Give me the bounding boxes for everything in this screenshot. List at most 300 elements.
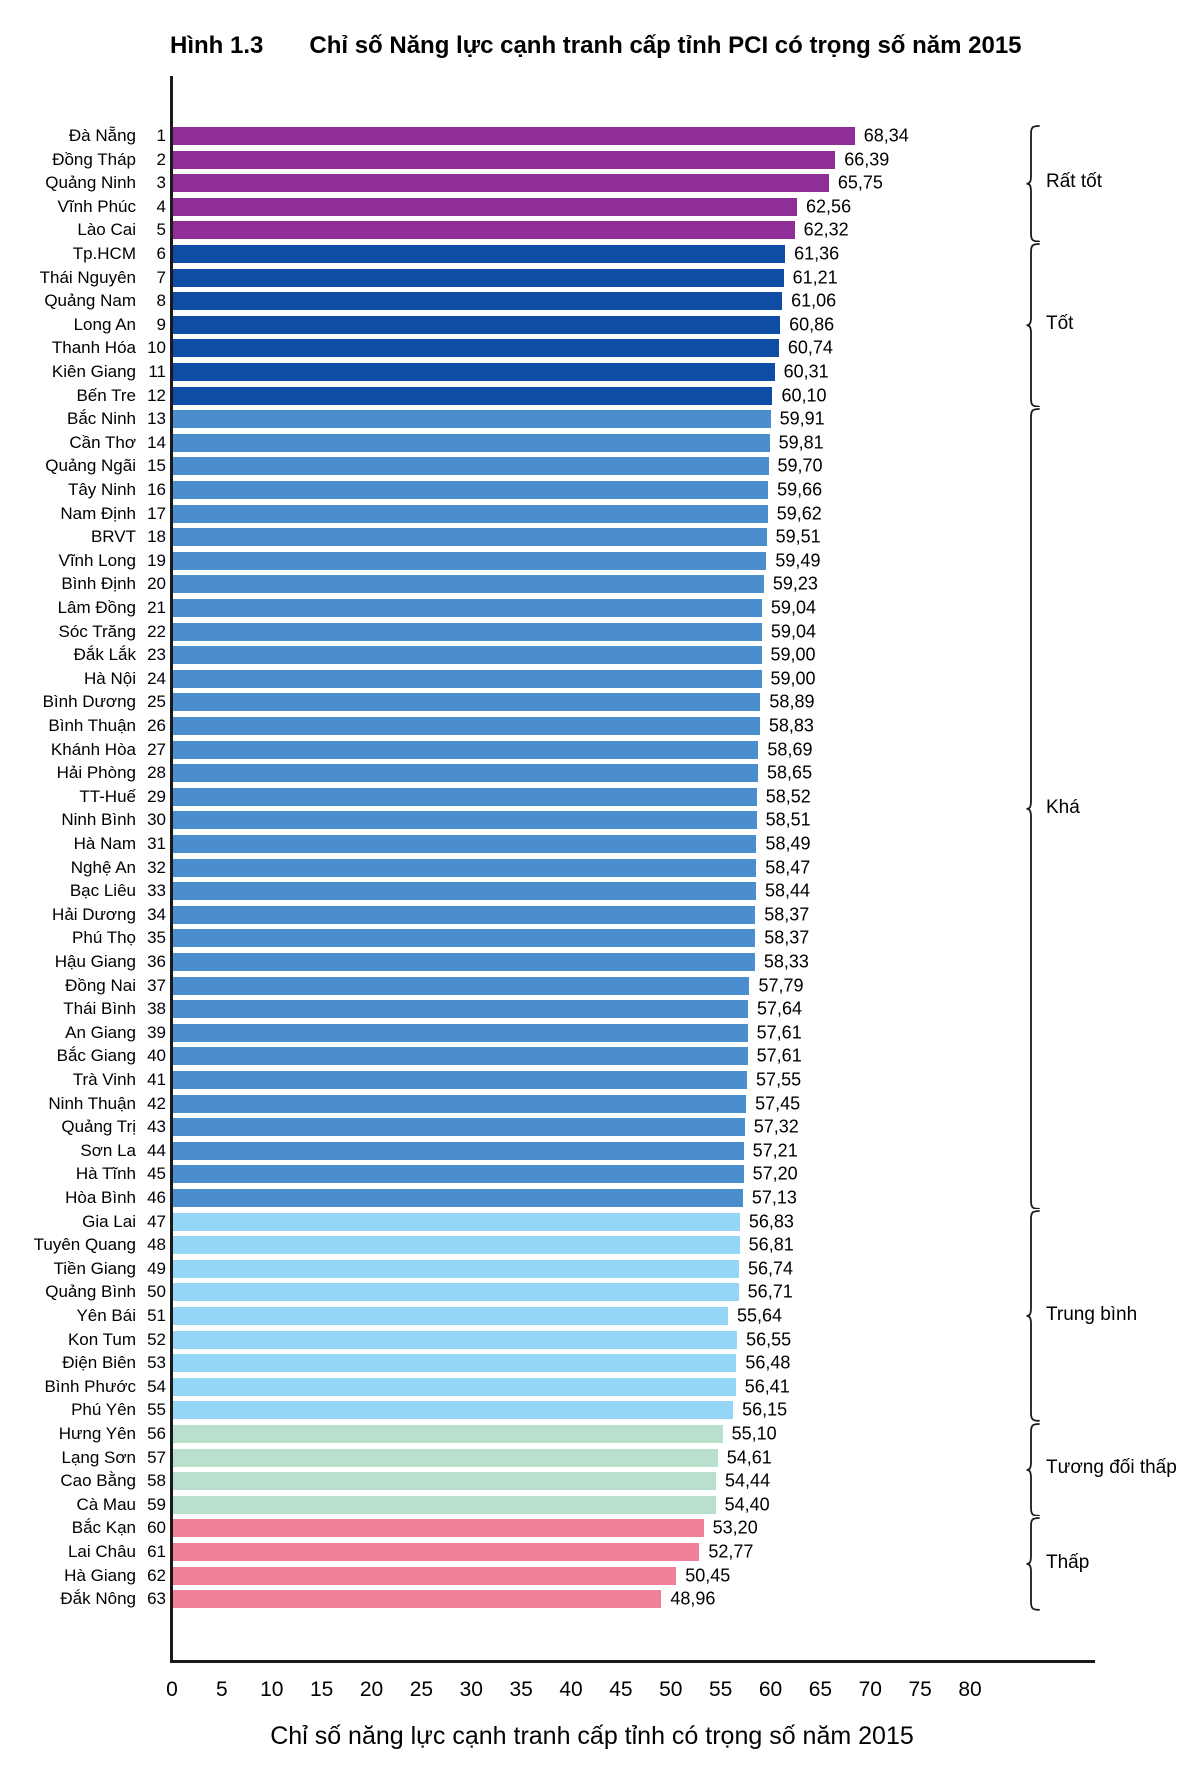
value-label: 55,10 (731, 1423, 777, 1444)
row-label-group (0, 927, 166, 951)
bar (173, 575, 764, 593)
province-label: Điện Biên (62, 1353, 136, 1373)
rank-label: 38 (147, 999, 166, 1019)
row-label-group (0, 1469, 166, 1493)
province-label: An Giang (65, 1022, 136, 1042)
row-label-group (0, 1446, 166, 1470)
province-label: Nghệ An (70, 857, 136, 877)
bar-row (0, 171, 1200, 195)
bar (173, 977, 749, 995)
rank-label: 54 (147, 1376, 166, 1396)
rank-label: 55 (147, 1400, 166, 1420)
row-label-group (0, 124, 166, 148)
bar-row (0, 785, 1200, 809)
group-bracket (1026, 1210, 1041, 1422)
province-label: Hải Dương (52, 904, 136, 924)
bar-row (0, 266, 1200, 290)
bar (173, 1449, 718, 1467)
province-label: Hòa Bình (65, 1187, 136, 1207)
bar (173, 906, 755, 924)
x-tick-label: 55 (708, 1678, 733, 1701)
bar-row (0, 1587, 1200, 1611)
value-label: 59,49 (775, 550, 821, 571)
x-axis-title: Chỉ số năng lực cạnh tranh cấp tỉnh có trọng số năm 2015 (270, 1722, 914, 1750)
value-label: 57,20 (752, 1163, 798, 1184)
province-label: Bình Thuận (48, 715, 136, 735)
rank-label: 44 (147, 1140, 166, 1160)
row-label-group (0, 478, 166, 502)
value-label: 59,70 (777, 455, 823, 476)
rank-label: 41 (147, 1069, 166, 1089)
rank-label: 39 (147, 1022, 166, 1042)
row-label-group (0, 219, 166, 243)
value-label: 57,21 (752, 1140, 798, 1161)
value-label: 58,47 (765, 857, 811, 878)
bar (173, 835, 756, 853)
bar (173, 717, 760, 735)
value-label: 59,91 (779, 408, 825, 429)
value-label: 58,33 (763, 951, 809, 972)
province-label: Phú Yên (71, 1400, 136, 1420)
bar-row (0, 856, 1200, 880)
province-label: Hà Nam (73, 833, 136, 853)
rank-label: 16 (147, 479, 166, 499)
x-tick-label: 65 (808, 1678, 833, 1701)
bar-row (0, 620, 1200, 644)
bar-row (0, 1469, 1200, 1493)
province-label: Cà Mau (76, 1494, 136, 1514)
row-label-group (0, 1257, 166, 1281)
row-label-group (0, 407, 166, 431)
province-label: Hà Tĩnh (75, 1164, 136, 1184)
rank-label: 21 (147, 597, 166, 617)
row-label-group (0, 360, 166, 384)
bar (173, 1425, 723, 1443)
x-tick-label: 10 (260, 1678, 284, 1701)
rank-label: 8 (156, 291, 166, 311)
row-label-group (0, 1422, 166, 1446)
bar-row (0, 950, 1200, 974)
province-label: Trà Vinh (72, 1069, 136, 1089)
value-label: 59,23 (772, 573, 818, 594)
bar-row (0, 124, 1200, 148)
x-tick-label: 40 (559, 1678, 583, 1701)
rank-label: 20 (147, 574, 166, 594)
bar (173, 1024, 748, 1042)
value-label: 56,48 (745, 1352, 791, 1373)
x-tick-label: 5 (216, 1678, 228, 1701)
x-axis-line (170, 1660, 1095, 1663)
row-label-group (0, 148, 166, 172)
bar-row (0, 549, 1200, 573)
province-label: Bắc Kạn (71, 1518, 136, 1538)
row-label-group (0, 337, 166, 361)
row-label-group (0, 242, 166, 266)
province-label: Ninh Bình (61, 810, 136, 830)
bar (173, 1354, 736, 1372)
bar (173, 174, 829, 192)
value-label: 57,32 (753, 1116, 799, 1137)
province-label: Đồng Nai (65, 975, 136, 995)
figure-title-bar (170, 32, 1022, 60)
province-label: Thái Nguyên (39, 267, 136, 287)
province-label: Yên Bái (76, 1305, 136, 1325)
rank-label: 36 (147, 951, 166, 971)
province-label: Vĩnh Long (58, 550, 136, 570)
row-label-group (0, 266, 166, 290)
bar-row (0, 525, 1200, 549)
rank-label: 57 (147, 1447, 166, 1467)
value-label: 57,64 (756, 998, 802, 1019)
row-label-group (0, 1304, 166, 1328)
province-label: Vĩnh Phúc (57, 196, 136, 216)
row-label-group (0, 738, 166, 762)
value-label: 66,39 (844, 149, 890, 170)
bar (173, 1071, 747, 1089)
bar-row (0, 431, 1200, 455)
bar (173, 552, 766, 570)
province-label: Thái Bình (63, 999, 136, 1019)
bar-row (0, 1186, 1200, 1210)
value-label: 59,81 (778, 432, 824, 453)
rank-label: 11 (148, 361, 166, 381)
value-label: 58,49 (765, 833, 811, 854)
value-label: 57,45 (755, 1093, 801, 1114)
row-label-group (0, 1139, 166, 1163)
province-label: Lai Châu (67, 1541, 136, 1561)
row-label-group (0, 1399, 166, 1423)
bar-row (0, 1068, 1200, 1092)
rank-label: 32 (147, 857, 166, 877)
bar-row (0, 667, 1200, 691)
bar-row (0, 289, 1200, 313)
bar (173, 646, 762, 664)
row-label-group (0, 879, 166, 903)
bar-row (0, 1422, 1200, 1446)
bar-row (0, 974, 1200, 998)
bar-row (0, 1045, 1200, 1069)
row-label-group (0, 1021, 166, 1045)
value-label: 57,61 (756, 1045, 802, 1066)
value-label: 59,04 (770, 597, 816, 618)
rank-label: 61 (147, 1541, 166, 1561)
value-label: 58,37 (764, 927, 810, 948)
bar (173, 1378, 736, 1396)
bar-row (0, 809, 1200, 833)
x-tick-label: 50 (659, 1678, 683, 1701)
row-label-group (0, 643, 166, 667)
bar-row (0, 1139, 1200, 1163)
bar (173, 1260, 739, 1278)
province-label: Tuyên Quang (33, 1235, 136, 1255)
bar (173, 1047, 748, 1065)
value-label: 59,66 (777, 479, 823, 500)
x-tick-label: 0 (166, 1678, 178, 1701)
bar-row (0, 738, 1200, 762)
rank-label: 63 (147, 1589, 166, 1609)
row-label-group (0, 549, 166, 573)
value-label: 58,52 (765, 786, 811, 807)
row-label-group (0, 195, 166, 219)
row-label-group (0, 1375, 166, 1399)
row-label-group (0, 171, 166, 195)
province-label: Bình Định (61, 574, 136, 594)
rank-label: 28 (147, 763, 166, 783)
figure-number: Hình 1.3 (170, 32, 264, 59)
rank-label: 45 (147, 1164, 166, 1184)
province-label: Lạng Sơn (61, 1447, 136, 1467)
row-label-group (0, 691, 166, 715)
value-label: 59,04 (770, 621, 816, 642)
row-label-group (0, 903, 166, 927)
value-label: 56,83 (748, 1211, 794, 1232)
rank-label: 50 (147, 1282, 166, 1302)
province-label: Đắk Lắk (73, 645, 136, 665)
bar (173, 1165, 744, 1183)
province-label: Đà Nẵng (68, 125, 136, 145)
value-label: 58,89 (769, 691, 815, 712)
row-label-group (0, 1092, 166, 1116)
bar-row (0, 407, 1200, 431)
bar-row (0, 1163, 1200, 1187)
bar (173, 505, 768, 523)
province-label: Quảng Trị (61, 1117, 136, 1137)
province-label: Hải Phòng (56, 763, 136, 783)
group-label: Thấp (1046, 1551, 1090, 1573)
bar (173, 339, 779, 357)
bar (173, 1401, 733, 1419)
row-label-group (0, 525, 166, 549)
province-label: Nam Định (60, 503, 136, 523)
row-label-group (0, 384, 166, 408)
rank-label: 17 (147, 503, 166, 523)
province-label: Đắk Nông (60, 1589, 136, 1609)
bar (173, 788, 757, 806)
row-label-group (0, 997, 166, 1021)
rank-label: 42 (147, 1093, 166, 1113)
value-label: 56,55 (746, 1329, 792, 1350)
value-label: 55,64 (737, 1305, 783, 1326)
bar (173, 151, 835, 169)
province-label: Gia Lai (82, 1211, 136, 1231)
value-label: 54,44 (725, 1470, 771, 1491)
rank-label: 37 (147, 975, 166, 995)
bar (173, 1118, 745, 1136)
bar-row (0, 1540, 1200, 1564)
province-label: TT-Huế (79, 786, 136, 806)
bar (173, 764, 758, 782)
value-label: 56,41 (744, 1376, 790, 1397)
province-label: Bình Phước (44, 1376, 136, 1396)
row-label-group (0, 761, 166, 785)
row-label-group (0, 1328, 166, 1352)
province-label: Hưng Yên (58, 1423, 136, 1443)
bar (173, 953, 755, 971)
bar (173, 1000, 748, 1018)
x-tick-label: 70 (858, 1678, 882, 1701)
rank-label: 52 (147, 1329, 166, 1349)
rank-label: 58 (147, 1471, 166, 1491)
province-label: Lâm Đồng (57, 597, 136, 617)
province-label: Cao Bằng (60, 1471, 136, 1491)
rank-label: 4 (156, 196, 166, 216)
row-label-group (0, 313, 166, 337)
value-label: 56,74 (747, 1258, 794, 1279)
value-label: 61,06 (791, 290, 837, 311)
value-label: 58,51 (765, 809, 811, 830)
bar-row (0, 1257, 1200, 1281)
rank-label: 6 (156, 243, 166, 263)
x-tick-label: 15 (309, 1678, 334, 1701)
x-tick-label: 20 (359, 1678, 384, 1701)
bar (173, 1095, 746, 1113)
value-label: 56,81 (748, 1234, 794, 1255)
value-label: 59,00 (770, 644, 816, 665)
bar (173, 1519, 704, 1537)
row-label-group (0, 455, 166, 479)
bar (173, 1472, 716, 1490)
rank-label: 46 (147, 1187, 166, 1207)
bar-row (0, 832, 1200, 856)
province-label: Quảng Ngãi (45, 456, 136, 476)
rank-label: 10 (147, 338, 166, 358)
value-label: 62,32 (803, 219, 849, 240)
row-label-group (0, 1115, 166, 1139)
bar-row (0, 1564, 1200, 1588)
rank-label: 3 (156, 173, 166, 193)
row-label-group (0, 573, 166, 597)
province-label: Sơn La (80, 1140, 136, 1160)
rank-label: 5 (156, 220, 166, 240)
province-label: Hậu Giang (54, 951, 136, 971)
value-label: 58,65 (767, 762, 813, 783)
bar-row (0, 478, 1200, 502)
row-label-group (0, 1233, 166, 1257)
province-label: Ninh Thuận (48, 1093, 136, 1113)
value-label: 56,15 (742, 1399, 788, 1420)
bar (173, 1189, 743, 1207)
row-label-group (0, 809, 166, 833)
value-label: 58,37 (764, 904, 810, 925)
bar (173, 1567, 676, 1585)
bar-row (0, 219, 1200, 243)
value-label: 60,31 (783, 361, 829, 382)
bar (173, 670, 762, 688)
row-label-group (0, 1564, 166, 1588)
province-label: Quảng Nam (44, 291, 136, 311)
group-label: Tốt (1046, 312, 1074, 334)
bar-row (0, 879, 1200, 903)
x-tick-label: 75 (908, 1678, 932, 1701)
province-label: Hà Giang (64, 1565, 136, 1585)
row-label-group (0, 1540, 166, 1564)
bar (173, 1283, 739, 1301)
bar-row (0, 1328, 1200, 1352)
rank-label: 30 (147, 810, 166, 830)
bar (173, 1236, 740, 1254)
row-label-group (0, 1281, 166, 1305)
group-bracket (1026, 1517, 1041, 1611)
value-label: 58,69 (767, 739, 813, 760)
x-tick-label: 25 (409, 1678, 434, 1701)
bar (173, 1331, 737, 1349)
bar-row (0, 195, 1200, 219)
province-label: Tiền Giang (53, 1258, 136, 1278)
rank-label: 34 (147, 904, 166, 924)
rank-label: 15 (147, 456, 166, 476)
bar-row (0, 1351, 1200, 1375)
province-label: Bạc Liêu (69, 881, 136, 901)
row-label-group (0, 1068, 166, 1092)
x-tick-label: 35 (509, 1678, 533, 1701)
rank-label: 43 (147, 1117, 166, 1137)
bar (173, 528, 767, 546)
province-label: Khánh Hòa (50, 739, 136, 759)
rank-label: 13 (147, 409, 166, 429)
row-label-group (0, 1493, 166, 1517)
bar (173, 811, 757, 829)
rank-label: 31 (147, 833, 166, 853)
bar-row (0, 384, 1200, 408)
bar-row (0, 455, 1200, 479)
row-label-group (0, 714, 166, 738)
province-label: Kon Tum (67, 1329, 136, 1349)
row-label-group (0, 596, 166, 620)
value-label: 59,51 (775, 526, 821, 547)
rank-label: 53 (147, 1353, 166, 1373)
row-label-group (0, 1210, 166, 1234)
rank-label: 7 (156, 267, 166, 287)
bar (173, 198, 797, 216)
rank-label: 48 (147, 1235, 166, 1255)
x-tick-label: 80 (958, 1678, 982, 1701)
row-label-group (0, 1045, 166, 1069)
province-label: Hà Nội (84, 668, 136, 688)
rank-label: 26 (147, 715, 166, 735)
value-label: 60,74 (787, 337, 833, 358)
province-label: Tp.HCM (72, 243, 136, 263)
row-label-group (0, 856, 166, 880)
bar (173, 387, 772, 405)
figure-title: Chỉ số Năng lực cạnh tranh cấp tỉnh PCI có trọng số năm 2015 (309, 32, 1022, 59)
bar-row (0, 1233, 1200, 1257)
bar-row (0, 997, 1200, 1021)
bar (173, 410, 771, 428)
value-label: 52,77 (708, 1541, 754, 1562)
row-label-group (0, 785, 166, 809)
bar (173, 1496, 716, 1514)
value-label: 57,55 (756, 1069, 802, 1090)
bar (173, 1213, 740, 1231)
rank-label: 25 (147, 692, 166, 712)
value-label: 57,79 (758, 975, 804, 996)
province-label: Sóc Trăng (58, 621, 136, 641)
row-label-group (0, 667, 166, 691)
rank-label: 2 (156, 149, 166, 169)
group-bracket (1026, 243, 1041, 408)
province-label: Bắc Giang (56, 1046, 136, 1066)
row-label-group (0, 832, 166, 856)
bar (173, 434, 770, 452)
province-label: Lào Cai (77, 220, 136, 240)
bar (173, 599, 762, 617)
bar (173, 292, 782, 310)
bar-row (0, 1517, 1200, 1541)
province-label: Bắc Ninh (67, 409, 136, 429)
value-label: 59,00 (770, 668, 816, 689)
bar-row (0, 596, 1200, 620)
value-label: 54,61 (726, 1447, 772, 1468)
